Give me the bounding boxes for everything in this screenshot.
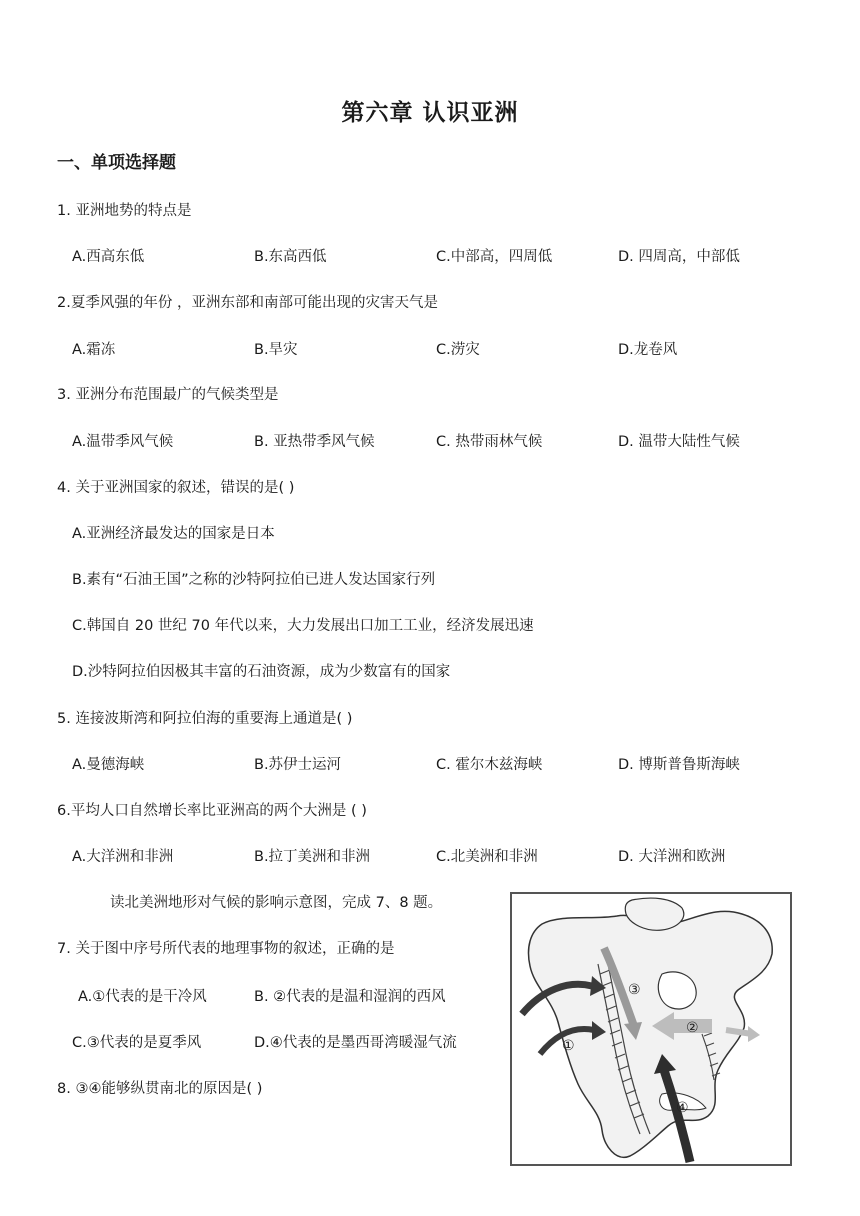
question-5-stem: 5. 连接波斯湾和阿拉伯海的重要海上通道是( ): [57, 711, 353, 727]
question-7-option-a: A.①代表的是干冷风: [78, 989, 207, 1005]
question-3-option-c: C. 热带雨林气候: [436, 434, 543, 450]
question-2-stem: 2.夏季风强的年份 ，亚洲东部和南部可能出现的灾害天气是: [57, 295, 438, 311]
question-4-option-d: D.沙特阿拉伯因极其丰富的石油资源，成为少数富有的国家: [72, 664, 451, 680]
question-6-option-b: B.拉丁美洲和非洲: [254, 849, 371, 865]
question-1-option-b: B.东高西低: [254, 249, 327, 265]
question-1-stem: 1. 亚洲地势的特点是: [57, 203, 192, 219]
question-4-option-a: A.亚洲经济最发达的国家是日本: [72, 526, 275, 542]
question-1-option-c: C.中部高，四周低: [436, 249, 553, 265]
question-8-stem: 8. ③④能够纵贯南北的原因是( ): [57, 1081, 263, 1097]
question-7-option-b: B. ②代表的是温和湿润的西风: [254, 989, 446, 1005]
question-4-option-c: C.韩国自 20 世纪 70 年代以来，大力发展出口加工工业，经济发展迅速: [72, 618, 534, 634]
page-title: 第六章 认识亚洲: [341, 99, 519, 126]
intro-7-8: 读北美洲地形对气候的影响示意图，完成 7、8 题。: [110, 895, 443, 911]
question-5-option-d: D. 博斯普鲁斯海峡: [618, 757, 740, 773]
section-heading: 一、单项选择题: [57, 153, 176, 173]
question-5-option-a: A.曼德海峡: [72, 757, 145, 773]
question-2-option-a: A.霜冻: [72, 342, 116, 358]
question-6-option-c: C.北美洲和非洲: [436, 849, 538, 865]
question-4-stem: 4. 关于亚洲国家的叙述，错误的是( ): [57, 480, 295, 496]
question-3-option-d: D. 温带大陆性气候: [618, 434, 740, 450]
question-3-option-b: B. 亚热带季风气候: [254, 434, 375, 450]
question-5-option-b: B.苏伊士运河: [254, 757, 342, 773]
map-label-3: ③: [628, 982, 641, 998]
map-label-1: ①: [562, 1038, 575, 1054]
question-6-option-a: A.大洋洲和非洲: [72, 849, 174, 865]
question-3-stem: 3. 亚洲分布范围最广的气候类型是: [57, 387, 279, 403]
question-6-stem: 6.平均人口自然增长率比亚洲高的两个大洲是 ( ): [57, 803, 367, 819]
question-1-option-a: A.西高东低: [72, 249, 145, 265]
question-3-option-a: A.温带季风气候: [72, 434, 174, 450]
question-2-option-c: C.涝灾: [436, 342, 480, 358]
question-2-option-b: B.旱灾: [254, 342, 298, 358]
question-1-option-d: D. 四周高，中部低: [618, 249, 740, 265]
question-7-option-c: C.③代表的是夏季风: [72, 1035, 202, 1051]
question-5-option-c: C. 霍尔木兹海峡: [436, 757, 543, 773]
question-7-option-d: D.④代表的是墨西哥湾暖湿气流: [254, 1035, 457, 1051]
map-label-4: ④: [676, 1100, 689, 1116]
north-america-climate-map: [510, 892, 792, 1166]
question-6-option-d: D. 大洋洲和欧洲: [618, 849, 726, 865]
question-7-stem: 7. 关于图中序号所代表的地理事物的叙述，正确的是: [57, 941, 395, 957]
question-4-option-b: B.素有“石油王国”之称的沙特阿拉伯已进人发达国家行列: [72, 572, 436, 588]
question-2-option-d: D.龙卷风: [618, 342, 678, 358]
map-label-2: ②: [686, 1020, 699, 1036]
